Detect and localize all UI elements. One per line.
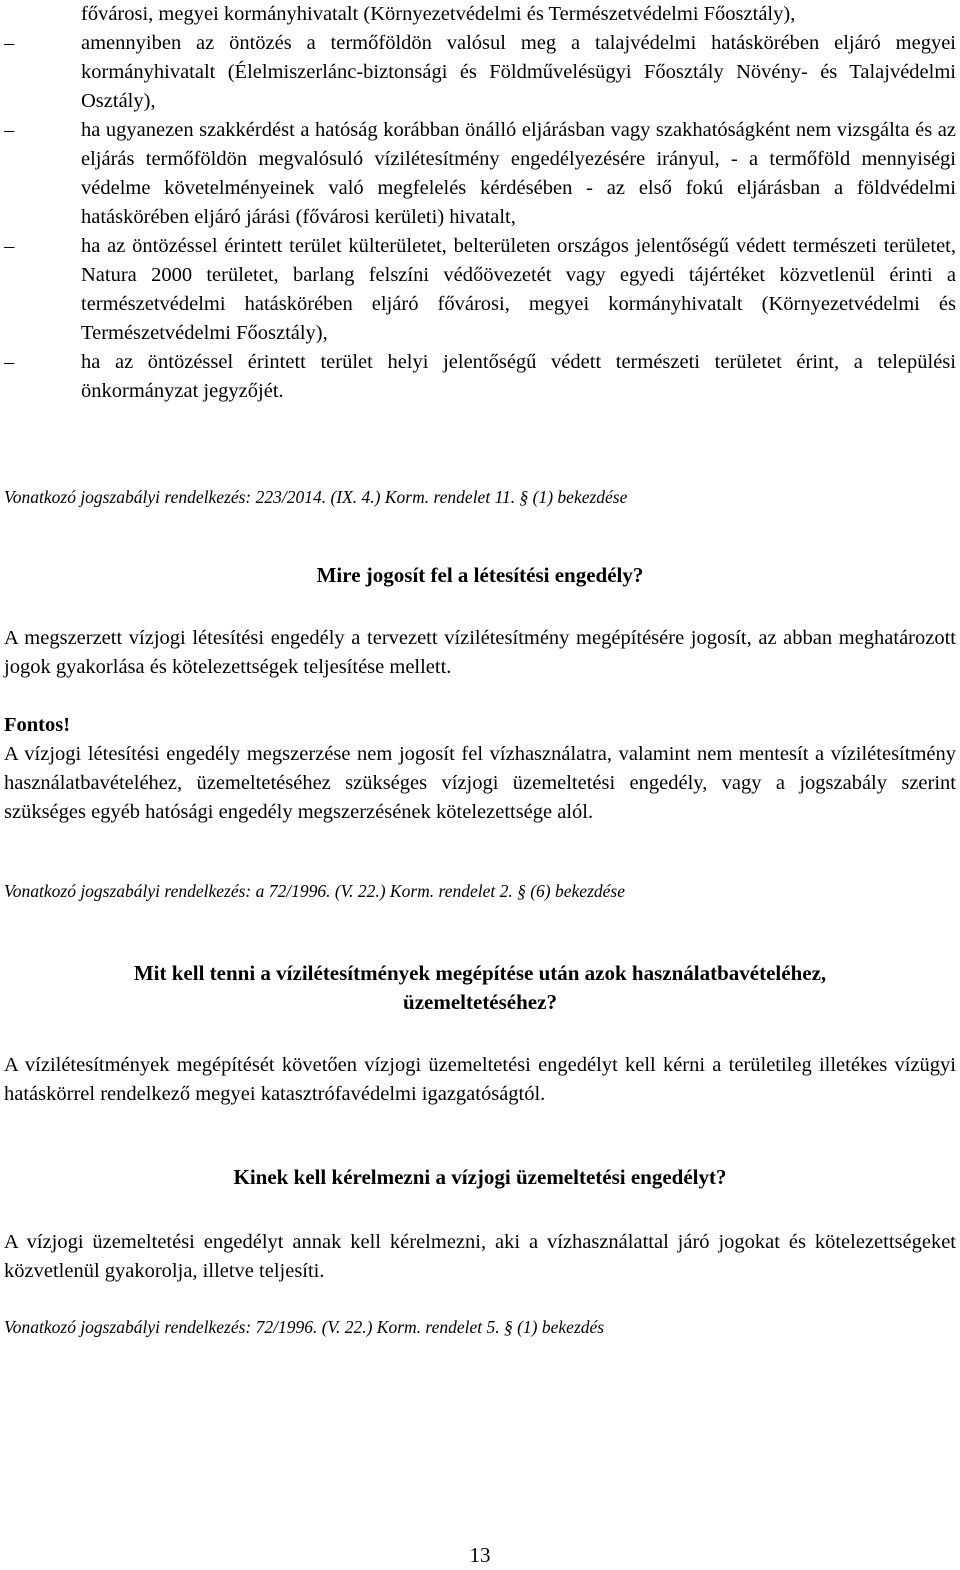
list-item-text: ha ugyanezen szakkérdést a hatóság korábban önálló eljárásban vagy szakhatóságként nem vizsgálta és az eljárás termőföldön megvalósuló vízilétesítmény engedélyezésére irányul, - a termőföld mennyiségi védelme követelményeinek való megfelelés kérdésében - az első fokú eljárásban a földvédelmi hatáskörében eljáró járási (fővárosi kerületi) hivatalt,: [81, 119, 956, 228]
dash-bullet: –: [4, 32, 15, 54]
note-label: Fontos!: [4, 714, 71, 736]
heading-line-1: Mit kell tenni a vízilétesítmények megépítése után azok használatbavételéhez,: [133, 961, 827, 985]
section-heading: Mire jogosít fel a létesítési engedély?: [316, 563, 644, 587]
list-item-text: ha az öntözéssel érintett terület külterületet, belterületen országos jelentőségű védett természeti területet, Natura 2000 területet, barlang felszíni védőövezetét vagy egyedi tájértéket közvetlenül érinti a természetvédelmi hatáskörében eljáró fővárosi, megyei kormányhivatalt (Környezetvédelmi és Természetvédelmi Főosztály),: [81, 235, 956, 344]
legal-reference: Vonatkozó jogszabályi rendelkezés: a 72/1996. (V. 22.) Korm. rendelet 2. § (6) bekezdése: [4, 881, 625, 901]
section-paragraph: A vízilétesítmények megépítését követően vízjogi üzemeltetési engedélyt kell kérni a területileg illetékes vízügyi hatáskörrel rendelkező megyei katasztrófavédelmi igazgatóságtól.: [4, 1054, 956, 1105]
list-item-text: ha az öntözéssel érintett terület helyi jelentőségű védett természeti területet érint, a települési önkormányzat jegyzőjét.: [81, 351, 956, 402]
list-continuation: fővárosi, megyei kormányhivatalt (Környezetvédelmi és Természetvédelmi Főosztály),: [81, 3, 796, 25]
section-paragraph: A megszerzett vízjogi létesítési engedély a tervezett vízilétesítmény megépítésére jogosít, az abban meghatározott jogok gyakorlása és kötelezettségek teljesítése mellett.: [4, 627, 956, 678]
section-heading: Kinek kell kérelmezni a vízjogi üzemeltetési engedélyt?: [233, 1165, 727, 1189]
legal-reference: Vonatkozó jogszabályi rendelkezés: 223/2014. (IX. 4.) Korm. rendelet 11. § (1) bekezdése: [4, 487, 628, 507]
section-paragraph: A vízjogi üzemeltetési engedélyt annak kell kérelmezni, aki a vízhasználattal járó jogokat és kötelezettségeket közvetlenül gyakorolja, illetve teljesíti.: [4, 1231, 956, 1282]
dash-bullet: –: [4, 235, 15, 257]
list-block: [4, 0, 956, 406]
dash-bullet: –: [4, 351, 15, 373]
legal-reference: Vonatkozó jogszabályi rendelkezés: 72/1996. (V. 22.) Korm. rendelet 5. § (1) bekezdés: [4, 1317, 605, 1337]
list-item-text: amennyiben az öntözés a termőföldön valósul meg a talajvédelmi hatáskörében eljáró megyei kormányhivatalt (Élelmiszerlánc-biztonsági és Földművelésügyi Főosztály Növény- és Talajvédelmi Osztály),: [81, 32, 956, 112]
note-paragraph: A vízjogi létesítési engedély megszerzése nem jogosít fel vízhasználatra, valamint nem mentesít a vízilétesítmény használatbavételéhez, üzemeltetéséhez szükséges vízjogi üzemeltetési engedély, vagy a jogszabály szerint szükséges egyéb hatósági engedély megszerzésének kötelezettsége alól.: [4, 743, 956, 823]
list-item: [4, 348, 956, 406]
page-number: 13: [469, 1543, 491, 1567]
dash-bullet: –: [4, 119, 15, 141]
list-item: [4, 232, 956, 348]
section-heading: [4, 959, 956, 1017]
heading-line-2: üzemeltetéséhez?: [403, 990, 557, 1014]
list-item: [4, 29, 956, 116]
list-item: [4, 116, 956, 232]
